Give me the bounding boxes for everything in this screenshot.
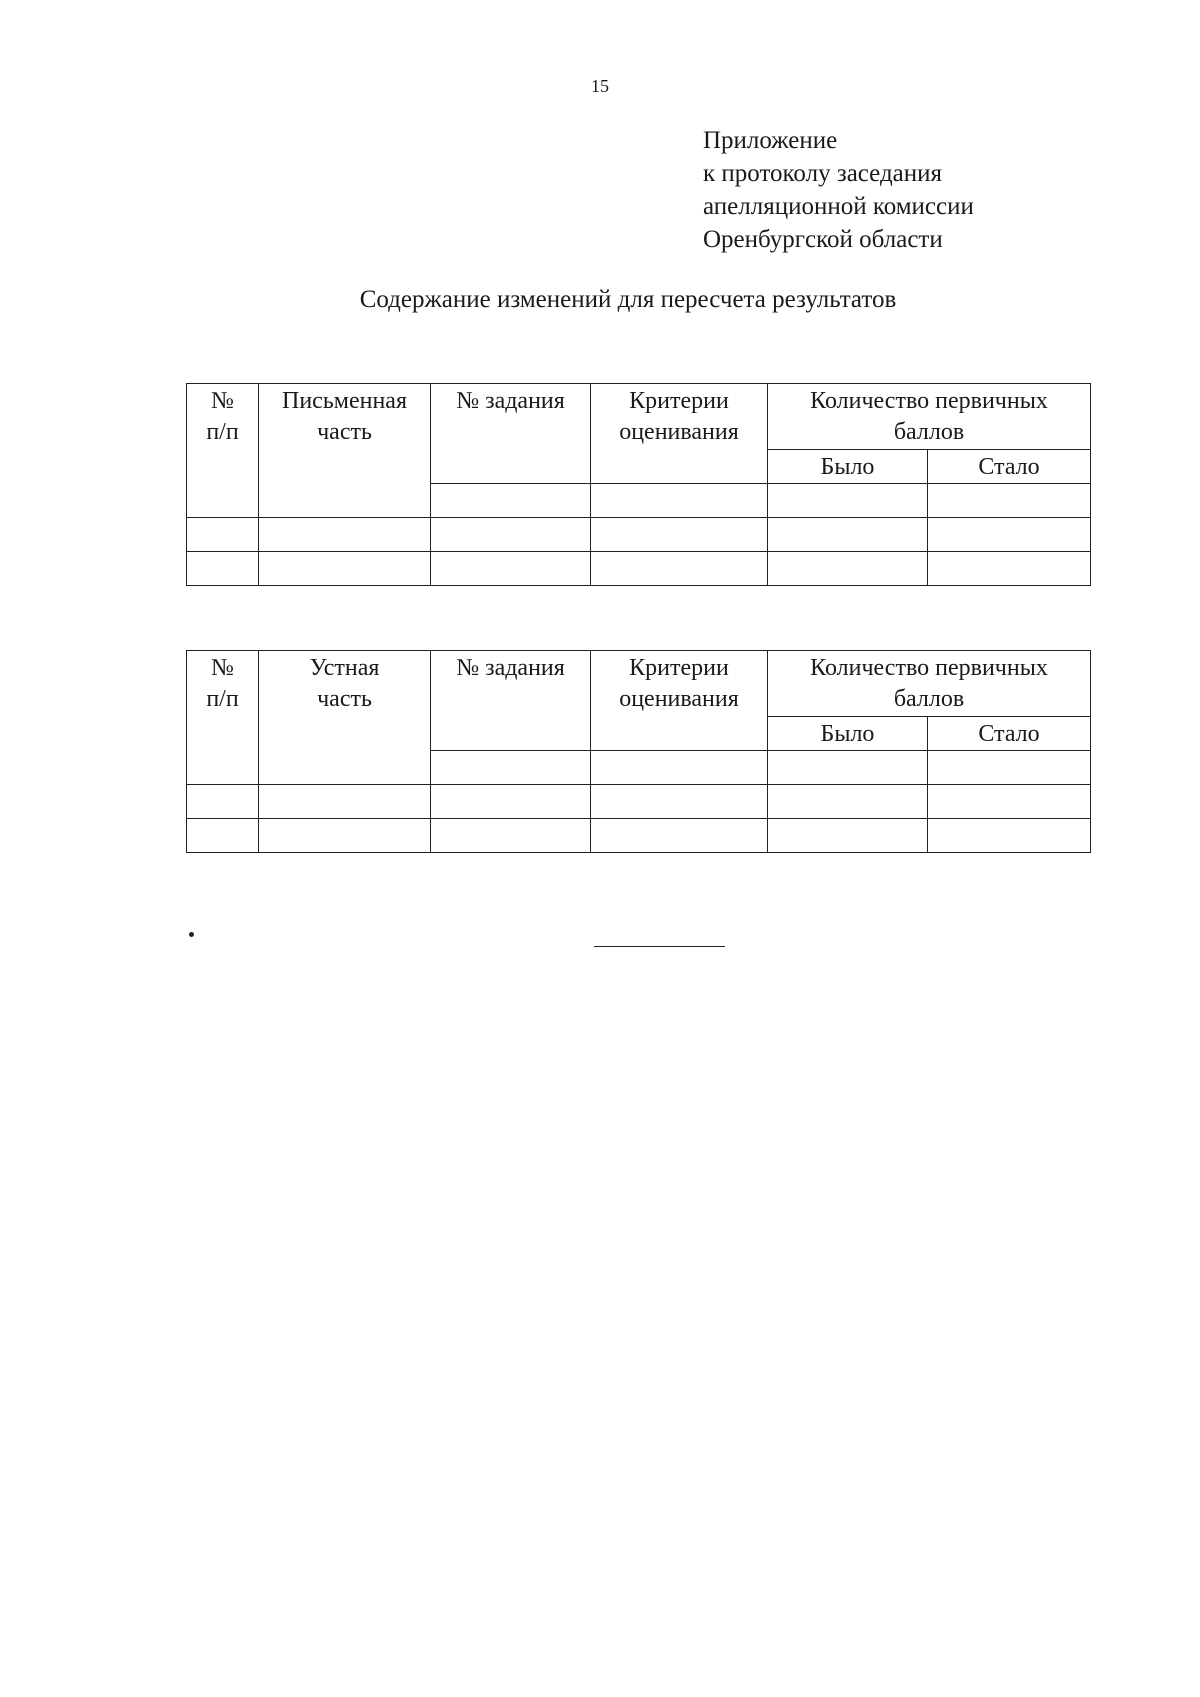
header-label: №	[211, 655, 234, 681]
header-label: часть	[317, 419, 372, 445]
document-title: Содержание изменений для пересчета результатов	[359, 286, 897, 313]
table-cell	[591, 819, 768, 853]
table-cell	[768, 819, 928, 853]
table-cell	[431, 819, 591, 853]
appendix-note	[703, 124, 974, 256]
header-label: № задания	[456, 655, 565, 681]
appendix-line: Приложение	[703, 127, 838, 154]
table-cell	[928, 518, 1091, 552]
header-became: Стало	[928, 717, 1091, 751]
header-was: Было	[768, 717, 928, 751]
table-cell	[431, 518, 591, 552]
table-cell	[591, 484, 768, 518]
appendix-line: к протоколу заседания	[703, 160, 943, 187]
table-cell	[768, 518, 928, 552]
header-label: п/п	[206, 419, 239, 445]
page-number: 15	[591, 76, 609, 96]
header-label: №	[211, 388, 234, 414]
header-label: часть	[317, 686, 372, 712]
header-label: оценивания	[619, 419, 739, 445]
table-cell	[591, 751, 768, 785]
table-cell	[431, 484, 591, 518]
table-cell	[928, 484, 1091, 518]
header-row-number	[187, 651, 259, 785]
header-label: Количество первичных	[810, 388, 1048, 414]
written-part-table	[186, 383, 1091, 586]
table-cell	[928, 751, 1091, 785]
header-label: Критерии	[629, 655, 729, 681]
appendix-line: Оренбургской области	[703, 226, 943, 253]
header-written-part	[259, 384, 431, 518]
table-cell	[259, 552, 431, 586]
table-cell	[259, 819, 431, 853]
header-label: баллов	[893, 686, 965, 712]
table-cell	[768, 751, 928, 785]
appendix-line: апелляционной комиссии	[703, 193, 974, 220]
table-cell	[431, 751, 591, 785]
table-cell	[187, 785, 259, 819]
header-primary-points	[768, 651, 1091, 717]
header-label: Количество первичных	[810, 655, 1048, 681]
header-criteria	[591, 651, 768, 751]
table-cell	[928, 785, 1091, 819]
header-label: Устная	[309, 655, 380, 681]
table-cell	[928, 819, 1091, 853]
header-row-number	[187, 384, 259, 518]
table-cell	[768, 484, 928, 518]
closing-rule	[594, 946, 725, 947]
table-cell	[431, 785, 591, 819]
table-cell	[187, 552, 259, 586]
header-task-number	[431, 651, 591, 751]
table-row	[187, 819, 1091, 853]
table-cell	[591, 518, 768, 552]
table-cell	[187, 819, 259, 853]
table-cell	[187, 518, 259, 552]
header-label: оценивания	[619, 686, 739, 712]
header-primary-points	[768, 384, 1091, 450]
header-label: № задания	[456, 388, 565, 414]
header-oral-part	[259, 651, 431, 785]
bullet-dot	[189, 932, 194, 937]
table-row	[187, 552, 1091, 586]
header-label: баллов	[893, 419, 965, 445]
header-label: Критерии	[629, 388, 729, 414]
table-row	[187, 518, 1091, 552]
table-cell	[591, 785, 768, 819]
header-label: п/п	[206, 686, 239, 712]
table-cell	[431, 552, 591, 586]
table-cell	[928, 552, 1091, 586]
oral-part-table	[186, 650, 1091, 853]
header-task-number	[431, 384, 591, 484]
table-cell	[768, 552, 928, 586]
header-was: Было	[768, 450, 928, 484]
table-cell	[591, 552, 768, 586]
table-cell	[768, 785, 928, 819]
table-cell	[259, 518, 431, 552]
header-criteria	[591, 384, 768, 484]
table-row	[187, 785, 1091, 819]
header-label: Письменная	[282, 388, 407, 414]
header-became: Стало	[928, 450, 1091, 484]
table-cell	[259, 785, 431, 819]
